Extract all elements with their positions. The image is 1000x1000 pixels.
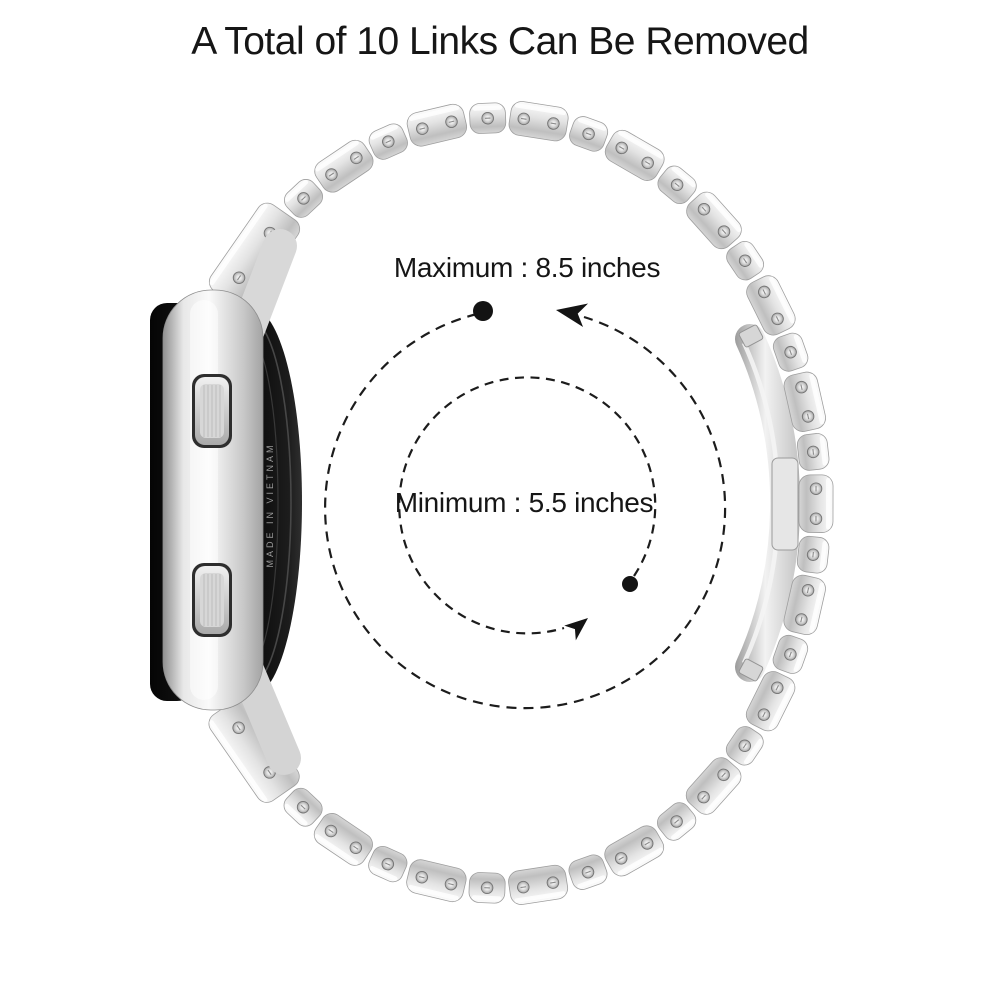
min-point-dot — [622, 576, 638, 592]
min-length-label: Minimum : 5.5 inches — [394, 487, 654, 518]
max-direction-arrow-icon — [554, 297, 588, 327]
band-link — [796, 432, 830, 471]
screw-slot — [813, 552, 814, 558]
watch-side-view — [150, 246, 302, 758]
link-plate — [682, 188, 746, 254]
link-plate — [404, 857, 468, 903]
band-link — [507, 100, 569, 143]
case-highlight — [190, 300, 218, 700]
min-direction-arrow-icon — [564, 611, 594, 640]
watch-button-upper — [192, 374, 232, 448]
page-title: A Total of 10 Links Can Be Removed — [191, 20, 809, 63]
band-link — [796, 535, 830, 574]
band-link — [469, 872, 506, 903]
band-link — [566, 852, 610, 892]
max-point-dot — [473, 301, 493, 321]
band-link — [366, 121, 411, 163]
link-plate — [682, 753, 746, 819]
band-link — [310, 136, 377, 196]
band-link — [469, 102, 506, 133]
watch-engraving: MADE IN VIETNAM — [265, 442, 275, 568]
band-link — [567, 114, 611, 154]
arrowhead — [564, 611, 594, 640]
clasp-buckle — [772, 458, 798, 550]
screw-slot — [813, 449, 814, 455]
band-link — [799, 475, 833, 533]
band-link — [507, 864, 569, 906]
band-link — [405, 102, 469, 148]
band-link — [310, 809, 377, 869]
arrowhead — [554, 297, 588, 327]
band-link — [365, 843, 410, 885]
watch-button-lower — [192, 563, 232, 637]
band-link — [682, 753, 746, 819]
band-link — [601, 822, 668, 880]
max-length-label: Maximum : 8.5 inches — [393, 252, 661, 283]
link-plate — [405, 102, 469, 148]
band-link — [682, 188, 746, 254]
band-link — [404, 857, 468, 903]
band-link — [601, 126, 668, 184]
link-highlight — [826, 478, 831, 530]
